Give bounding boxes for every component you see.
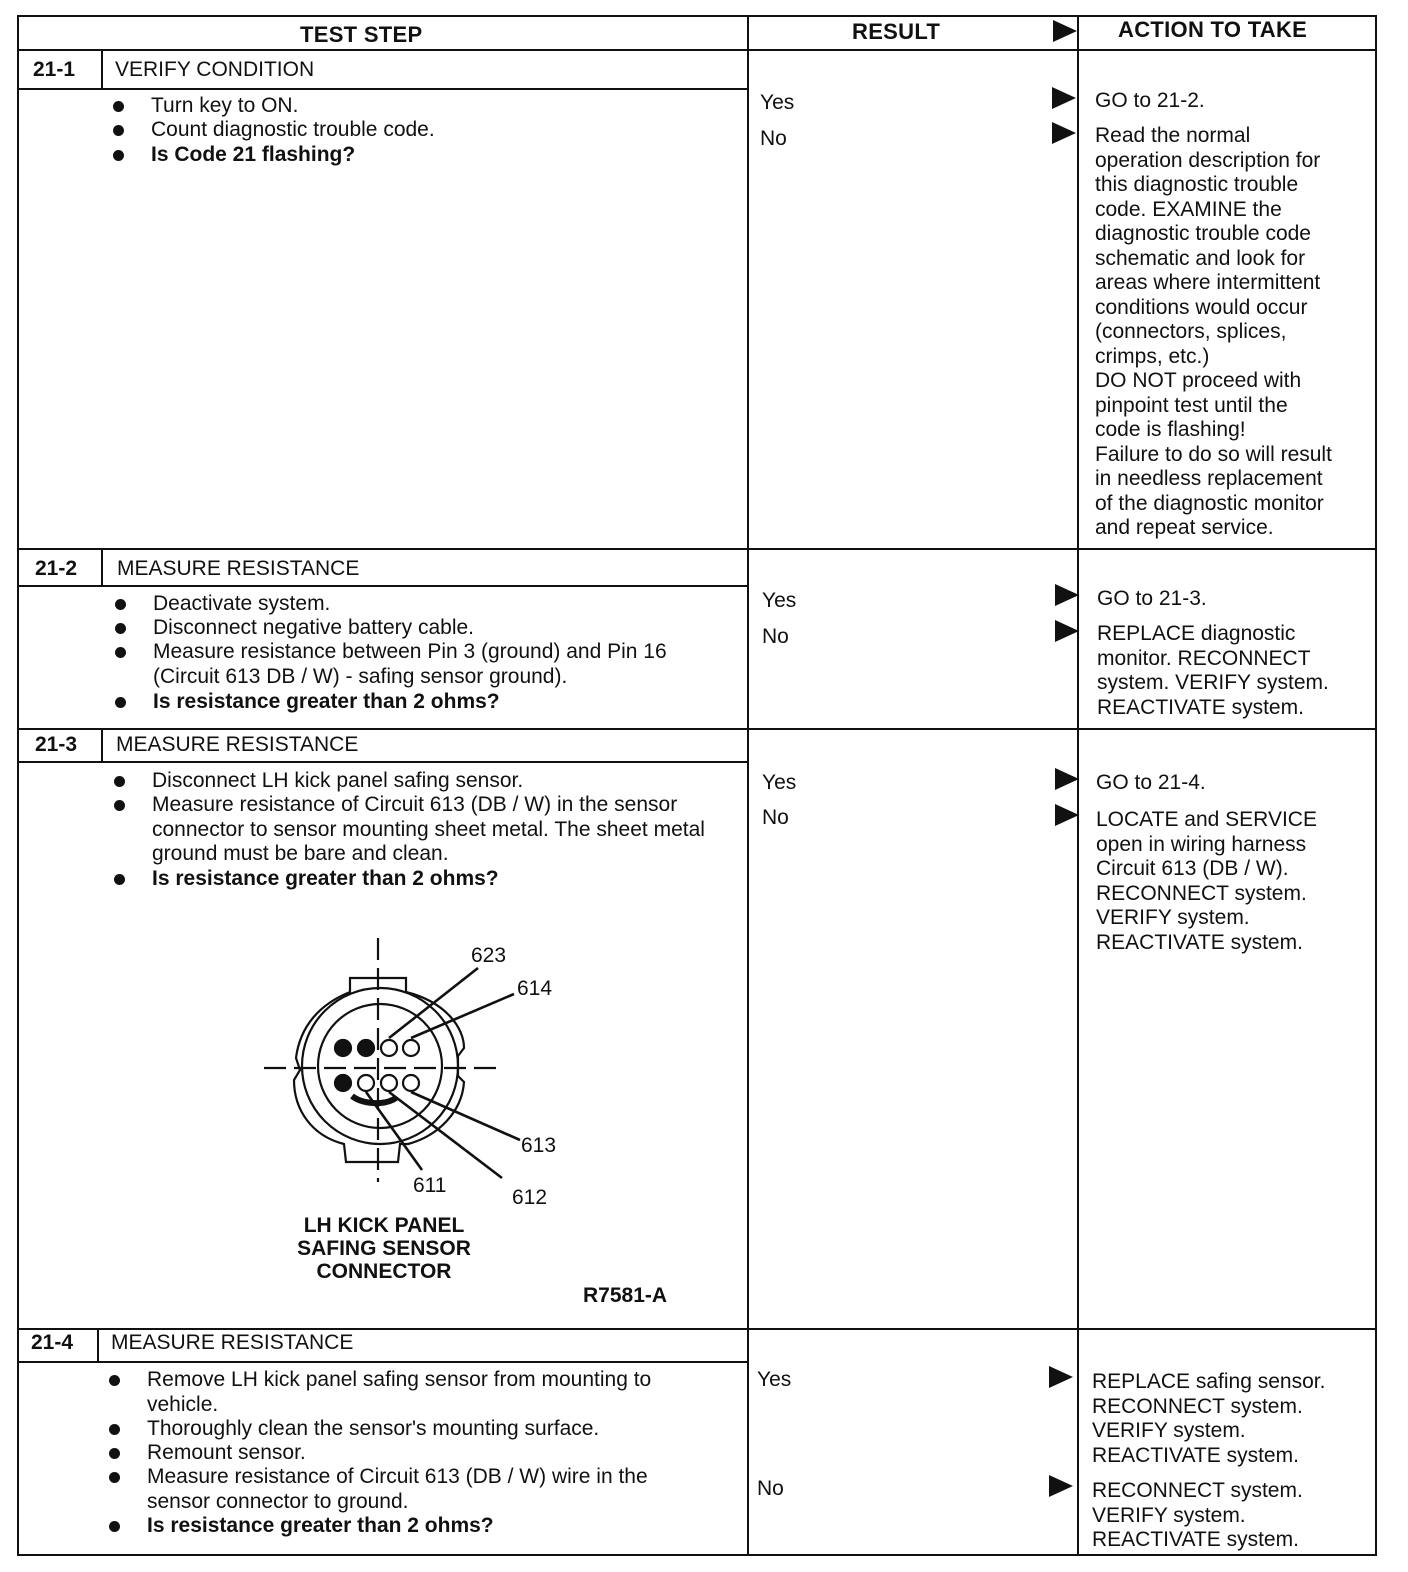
bullet-item: Is resistance greater than 2 ohms?: [153, 690, 500, 715]
bullet-icon: [114, 776, 125, 787]
header-arrow-icon: [1053, 20, 1077, 42]
step-number: 21-2: [35, 557, 78, 580]
action-text: LOCATE and SERVICE open in wiring harness Circuit 613 (DB / W). RECONNECT system. VERIFY system. REACTIVATE system.: [1096, 808, 1317, 954]
step-title-divider: [17, 1361, 749, 1363]
step-number: 21-3: [35, 733, 78, 756]
bullet-icon: [109, 1375, 120, 1386]
bullet-item: Remount sensor.: [147, 1441, 306, 1466]
step-number-divider: [97, 1328, 99, 1362]
header-result: RESULT: [852, 19, 941, 44]
bullet-item: Deactivate system.: [153, 592, 330, 617]
bullet-item: Is resistance greater than 2 ohms?: [147, 1514, 494, 1539]
step-title: VERIFY CONDITION: [115, 58, 315, 81]
result-no: No: [762, 806, 789, 829]
header-action: ACTION TO TAKE: [1118, 17, 1308, 42]
action-text: GO to 21-4.: [1096, 771, 1206, 794]
result-no: No: [762, 625, 789, 648]
result-arrow-icon: [1052, 122, 1076, 144]
bullet-icon: [109, 1472, 120, 1483]
bullet-icon: [114, 874, 125, 885]
bullet-item: Remove LH kick panel safing sensor from mounting to vehicle.: [147, 1368, 717, 1417]
bullet-item: Measure resistance of Circuit 613 (DB / W) wire in the sensor connector to ground.: [147, 1465, 707, 1514]
figure-id: R7581-A: [583, 1284, 668, 1307]
action-text: REPLACE safing sensor. RECONNECT system. VERIFY system. REACTIVATE system.: [1092, 1370, 1326, 1467]
row-divider: [17, 728, 1377, 730]
bullet-icon: [115, 623, 126, 634]
step-number: 21-1: [33, 58, 76, 81]
bullet-icon: [115, 647, 126, 658]
pin-label: 611: [413, 1174, 447, 1197]
pin-label: 612: [512, 1186, 548, 1209]
bullet-icon: [114, 800, 125, 811]
result-arrow-icon: [1055, 804, 1079, 826]
pin-label: 614: [517, 977, 553, 1000]
action-text: REPLACE diagnostic monitor. RECONNECT system. VERIFY system. REACTIVATE system.: [1097, 622, 1329, 719]
action-text: Read the normal operation description for this diagnostic trouble code. EXAMINE the diagnostic trouble code schematic and look for areas where intermittent conditions would occur (connectors, splices, crimps, etc.) DO NOT proceed with pinpoint test until the code is flashing! Failure to do so will result in needless replacement of the diagnostic monitor and repeat service.: [1095, 124, 1332, 539]
bullet-item: Count diagnostic trouble code.: [151, 118, 435, 143]
action-text: GO to 21-2.: [1095, 89, 1205, 112]
bullet-item: Thoroughly clean the sensor's mounting surface.: [147, 1417, 599, 1442]
result-arrow-icon: [1055, 584, 1079, 606]
result-arrow-icon: [1052, 87, 1076, 109]
step-title-divider: [17, 761, 749, 763]
bullet-icon: [113, 150, 124, 161]
result-column-divider: [747, 15, 749, 1556]
header-test-step: TEST STEP: [300, 22, 423, 47]
step-number-divider: [101, 548, 103, 586]
action-text: GO to 21-3.: [1097, 587, 1207, 610]
step-title: MEASURE RESISTANCE: [116, 733, 359, 756]
step-number: 21-4: [31, 1331, 74, 1354]
bullet-item: Measure resistance of Circuit 613 (DB / W) in the sensor connector to sensor mounting sheet metal. The sheet metal ground must be bare and clean.: [152, 793, 722, 867]
pin-label: 613: [521, 1134, 557, 1157]
step-title-divider: [17, 585, 749, 587]
step-number-divider: [101, 728, 103, 762]
result-no: No: [760, 127, 787, 150]
bullet-icon: [115, 697, 126, 708]
bullet-item: Disconnect LH kick panel safing sensor.: [152, 769, 523, 794]
result-yes: Yes: [757, 1368, 792, 1391]
bullet-item: Turn key to ON.: [151, 94, 298, 119]
bullet-item: Disconnect negative battery cable.: [153, 616, 474, 641]
result-yes: Yes: [762, 771, 797, 794]
result-yes: Yes: [762, 589, 797, 612]
step-title-divider: [17, 88, 749, 90]
bullet-icon: [113, 101, 124, 112]
step-title: MEASURE RESISTANCE: [117, 557, 360, 580]
bullet-icon: [109, 1521, 120, 1532]
bullet-icon: [109, 1448, 120, 1459]
pin-label: 623: [471, 944, 507, 967]
action-text: RECONNECT system. VERIFY system. REACTIVATE system.: [1092, 1479, 1303, 1551]
result-yes: Yes: [760, 91, 795, 114]
result-arrow-icon: [1055, 620, 1079, 642]
bullet-item: Is resistance greater than 2 ohms?: [152, 867, 499, 892]
row-divider: [17, 1328, 1377, 1330]
result-arrow-icon: [1049, 1366, 1073, 1388]
result-no: No: [757, 1477, 784, 1500]
result-arrow-icon: [1055, 768, 1079, 790]
header-divider: [17, 49, 1377, 51]
bullet-icon: [115, 599, 126, 610]
bullet-item: Measure resistance between Pin 3 (ground) and Pin 16 (Circuit 613 DB / W) - safing sensor ground).: [153, 640, 723, 689]
step-title: MEASURE RESISTANCE: [111, 1331, 354, 1354]
bullet-icon: [109, 1424, 120, 1435]
bullet-icon: [113, 125, 124, 136]
row-divider: [17, 548, 1377, 550]
result-arrow-icon: [1049, 1475, 1073, 1497]
bullet-item: Is Code 21 flashing?: [151, 143, 355, 168]
diagram-caption: LH KICK PANEL SAFING SENSOR CONNECTOR: [297, 1214, 471, 1283]
step-number-divider: [101, 49, 103, 89]
